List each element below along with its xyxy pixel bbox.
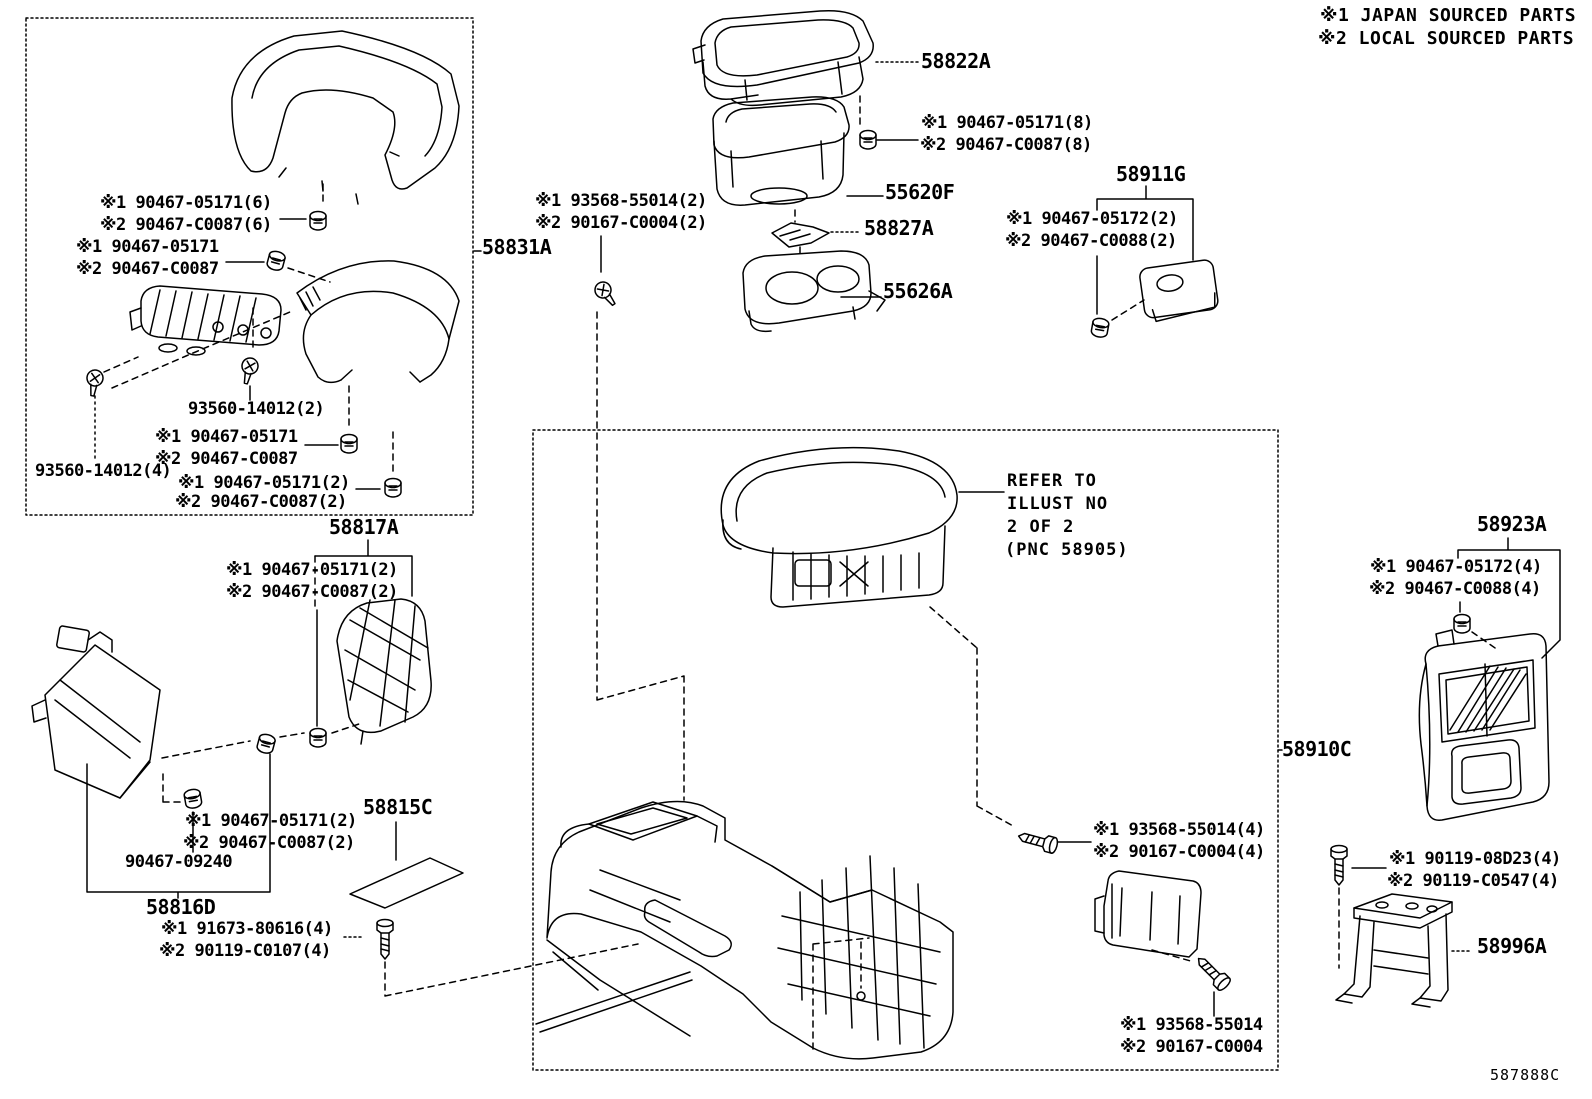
leader-93568-55014-bottom: [1152, 950, 1232, 1016]
fastener-callout: ※1 90467-05171: [76, 237, 219, 257]
part-drawing-58911g: [1139, 259, 1220, 323]
part-label-58816d: 58816D: [146, 895, 216, 919]
part-drawing-55620f: [713, 97, 883, 205]
fastener-callout: ※1 90467-05172(4): [1370, 557, 1542, 577]
fastener-callout: ※1 90119-08D23(4): [1389, 849, 1561, 869]
fastener-callout: ※1 90467-05171(2): [226, 560, 398, 580]
part-label-58911g: 58911G: [1116, 162, 1186, 186]
part-drawing-58923a: [1419, 630, 1549, 820]
part-label-58996a: 58996A: [1477, 934, 1547, 958]
fastener-callout: ※1 93568-55014: [1120, 1015, 1263, 1035]
leader-93568-55014-2: [592, 236, 684, 800]
fastener-callout: ※1 90467-05172(2): [1006, 209, 1178, 229]
fastener-callout: ※1 91673-80616(4): [161, 919, 333, 939]
fastener-callout: ※2 90167-C0004(4): [1093, 842, 1265, 862]
leader-58822a: [860, 62, 918, 149]
fastener-callout: ※2 90467-C0087(8): [920, 135, 1092, 155]
fastener-callout: ※1 90467-05171(2): [178, 473, 350, 493]
part-drawing-console-body: [536, 801, 953, 1058]
legend-japan-sourced: ※1 JAPAN SOURCED PARTS: [1320, 5, 1577, 26]
part-label-58910c: 58910C: [1282, 737, 1352, 761]
fastener-callout: ※2 90119-C0547(4): [1387, 871, 1559, 891]
part-drawing-58996a: [1336, 894, 1472, 1007]
fastener-callout: ※2 90167-C0004(2): [535, 213, 707, 233]
fastener-callout: ※2 90467-C0087(2): [226, 582, 398, 602]
fastener-callout: ※2 90467-C0087: [76, 259, 219, 279]
part-drawing-console-upper-panel: [232, 31, 459, 204]
diagram-code: 587888C: [1490, 1066, 1561, 1084]
fastener-callout: ※2 90467-C0087: [155, 449, 298, 469]
fastener-callout: 90467-09240: [125, 852, 233, 872]
part-label-55620f: 55620F: [885, 180, 955, 204]
fastener-callout: ※1 90467-05171(8): [921, 113, 1093, 133]
fastener-callout: ※2 90467-C0087(2): [183, 833, 355, 853]
fastener-callout: ※2 90119-C0107(4): [159, 941, 331, 961]
part-drawing-rear-inner-panel: [1095, 871, 1201, 957]
fastener-callout: ※1 93568-55014(4): [1093, 820, 1265, 840]
refer-note-line: (PNC 58905): [1005, 540, 1129, 560]
part-label-58831a: 58831A: [482, 235, 552, 259]
fastener-callout: 93560-14012(4): [35, 461, 172, 481]
part-drawing-58822a: [693, 11, 873, 106]
fastener-callout: ※2 90467-C0088(4): [1369, 579, 1541, 599]
part-drawing-armrest: [721, 448, 1015, 827]
part-drawing-55626a: [743, 247, 885, 331]
fastener-callout: 93560-14012(2): [188, 399, 325, 419]
refer-note-line: ILLUST NO: [1007, 494, 1109, 514]
part-label-58827a: 58827A: [864, 216, 934, 240]
part-drawing-58816d: [32, 626, 160, 798]
refer-note-line: 2 OF 2: [1007, 517, 1075, 537]
fastener-callout: ※1 90467-05171(2): [185, 811, 357, 831]
part-label-58815c: 58815C: [363, 795, 433, 819]
fastener-callout: ※1 90467-05171(6): [100, 193, 272, 213]
fastener-callout: ※2 90467-C0087(2): [175, 492, 347, 512]
part-drawing-58815c: [350, 822, 463, 908]
part-drawing-vent-garnish: [130, 286, 281, 355]
fastener-callout: ※2 90467-C0088(2): [1005, 231, 1177, 251]
refer-note-line: REFER TO: [1007, 471, 1097, 491]
part-label-55626a: 55626A: [883, 279, 953, 303]
part-label-58822a: 58822A: [921, 49, 991, 73]
fastener-callout: ※1 93568-55014(2): [535, 191, 707, 211]
legend-local-sourced: ※2 LOCAL SOURCED PARTS: [1318, 28, 1575, 49]
fastener-callout: ※1 90467-05171: [155, 427, 298, 447]
part-drawing-58817a: [337, 599, 431, 744]
part-label-58817a: 58817A: [329, 515, 399, 539]
part-label-58923a: 58923A: [1477, 512, 1547, 536]
leader-93568-55014-4: [1017, 828, 1091, 854]
fastener-callout: ※2 90167-C0004: [1120, 1037, 1263, 1057]
fastener-callout: ※2 90467-C0087(6): [100, 215, 272, 235]
center-group-box: [533, 430, 1278, 1070]
part-drawing-58827a: [772, 210, 861, 247]
